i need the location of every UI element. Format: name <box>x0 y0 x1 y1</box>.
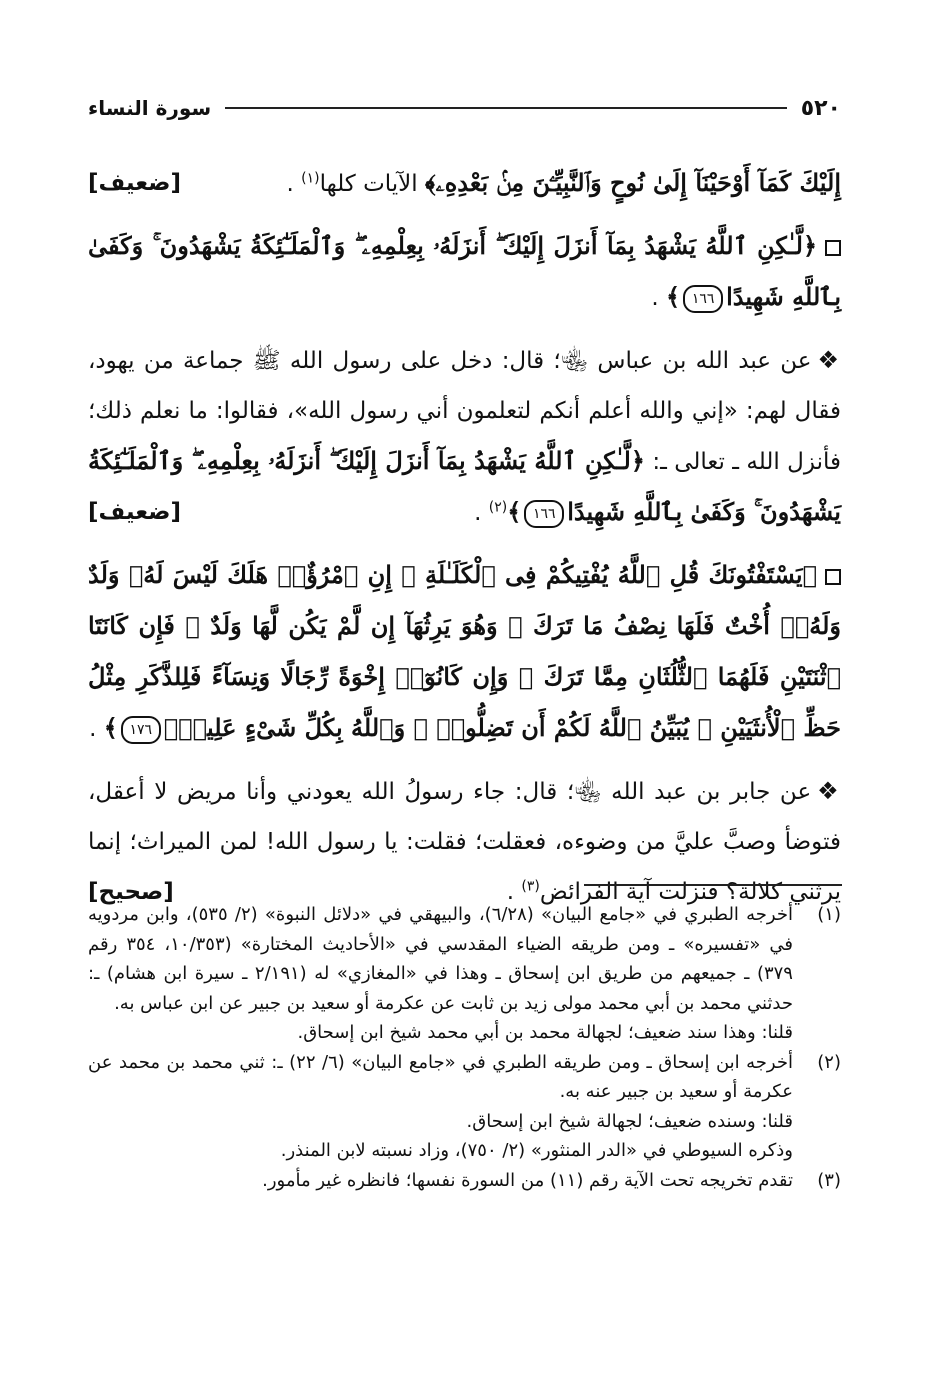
main-text <box>88 158 841 929</box>
page-header <box>88 93 841 123</box>
ayah-number: ١٧٦ <box>121 716 161 744</box>
quran-open-bracket: ﴿ <box>802 560 817 589</box>
quran-verse: لَّـٰكِنِ ٱللَّهُ يَشْهَدُ بِمَآ أَنزَلَ إِلَيْكَ ۖ أَنزَلَهُۥ بِعِلْمِهِۦ ۖ وَٱلْمَلَـٰٓئِكَةُ يَشْهَدُونَ ۚ وَكَفَىٰ بِٱللَّهِ شَهِيدًا <box>88 231 841 311</box>
paragraph-1 <box>88 158 841 209</box>
quran-verse: يَسْتَفْتُونَكَ قُلِ ٱللَّهُ يُفْتِيكُمْ فِى ٱلْكَلَـٰلَةِ ۚ إِنِ ٱمْرُؤٌا۟ هَلَكَ لَيْسَ لَهُۥ وَلَدٌ وَلَهُۥٓ أُخْتٌ فَلَهَا نِصْفُ مَا تَرَكَ ۚ وَهُوَ يَرِثُهَآ إِن لَّمْ يَكُن لَّهَا وَلَدٌ ۚ فَإِن كَانَتَا ٱثْنَتَيْنِ فَلَهُمَا ٱلثُّلُثَانِ مِمَّا تَرَكَ ۚ وَإِن كَانُوٓا۟ إِخْوَةً رِّجَالًا وَنِسَآءً فَلِلذَّكَرِ مِثْلُ حَظِّ ٱلْأُنثَيَيْنِ ۗ يُبَيِّنُ ٱللَّهُ لَكُمْ أَن تَضِلُّوا۟ ۗ وَٱللَّهُ بِكُلِّ شَىْءٍ عَلِيمٌۢ <box>88 560 841 742</box>
footnote-body <box>88 1166 793 1196</box>
footnotes <box>88 900 841 1195</box>
footnote-ref: (٣) <box>521 878 540 895</box>
full-stop: . <box>651 285 667 311</box>
square-bullet-icon <box>825 569 841 585</box>
footnote-line: تقدم تخريجه تحت الآية رقم (١١) من السورة نفسها؛ فانظره غير مأمور. <box>262 1169 793 1191</box>
grade-badge: [صحيح] <box>88 879 174 905</box>
paragraph-text: عن جابر بن عبد الله ﵄؛ قال: جاء رسولُ الله يعودني وأنا مريض لا أعقل، فتوضأ وصبَّ عليَّ من وضوءه، فعقلت؛ فقلت: يا رسول الله! لمن الميراث؛ إنما يرثني كلالة؟ فنزلت آية الفرائض <box>88 779 841 905</box>
quran-close-bracket: ﴾ <box>507 497 522 526</box>
grade-badge: [ضعيف] <box>88 499 182 525</box>
full-stop: . <box>506 879 522 905</box>
grade-badge: [ضعيف] <box>88 170 182 196</box>
surah-name: سورة النساء <box>88 96 212 120</box>
paragraph-text: الآيات كلها <box>319 171 425 197</box>
paragraph-4 <box>88 550 841 754</box>
footnote-line: قلنا: وهذا سند ضعيف؛ لجهالة محمد بن أبي محمد شيخ ابن إسحاق. <box>297 1022 793 1043</box>
footnote-separator <box>584 884 842 886</box>
footnote-number: (٢) <box>817 1051 841 1073</box>
quran-close-bracket: ﴾ <box>103 713 118 742</box>
ayah-number: ١٦٦ <box>683 285 723 313</box>
ayah-number: ١٦٦ <box>524 500 564 528</box>
footnote-line: وذكره السيوطي في «الدر المنثور» (٢/ ٧٥٠)، وزاد نسبته لابن المنذر. <box>280 1140 793 1161</box>
full-stop: . <box>89 716 104 742</box>
footnote-line: قلنا: وسنده ضعيف؛ لجهالة شيخ ابن إسحاق. <box>466 1110 793 1132</box>
quran-verse: إِلَيْكَ كَمَآ أَوْحَيْنَآ إِلَىٰ نُوحٍ وَٱلنَّبِيِّـۧنَ مِنۢ بَعْدِهِۦ﴾ <box>424 168 841 197</box>
footnote-body <box>88 900 793 1048</box>
footnote-line: أخرجه ابن إسحاق ـ ومن طريقه الطبري في «جامع البيان» (٦/ ٢٢) ـ: ثني محمد بن محمد عن عكرمة أو سعيد بن جبير عنه به. <box>88 1051 793 1102</box>
page-number: ٥٢٠ <box>800 95 841 121</box>
footnote-1 <box>88 900 841 1048</box>
footnote-number: (٣) <box>817 1169 841 1191</box>
square-bullet-icon <box>825 240 841 256</box>
paragraph-3 <box>88 335 841 538</box>
footnote-line: أخرجه الطبري في «جامع البيان» (٦/٢٨)، والبيهقي في «دلائل النبوة» (٢/ ٥٣٥)، وابن مردويه في «تفسيره» ـ ومن طريقه الضياء المقدسي في «الأحاديث المختارة» (١٠/٣٥٣، ٣٥٤ رقم ٣٧٩) ـ جميعهم من طريق ابن إسحاق ـ وهذا في «المغازي» له (٢/١٩١ ـ سيرة ابن هشام) ـ: حدثني محمد بن أبي محمد مولى زيد بن ثابت عن عكرمة أو سعيد بن جبير عن ابن عباس به. <box>88 904 794 1014</box>
quran-verse: ﴿لَّـٰكِنِ ٱللَّهُ يَشْهَدُ بِمَآ أَنزَلَ إِلَيْكَ ۖ أَنزَلَهُۥ بِعِلْمِهِۦ ۖ وَٱلْمَلَـٰٓئِكَةُ يَشْهَدُونَ ۚ وَكَفَىٰ بِٱللَّهِ شَهِيدًا <box>88 446 841 526</box>
footnote-body <box>88 1048 793 1166</box>
footnote-3 <box>88 1166 841 1196</box>
full-stop: . <box>286 171 302 197</box>
paragraph-5 <box>88 766 841 917</box>
footnote-ref: (٢) <box>488 499 508 516</box>
quran-open-bracket: ﴿ <box>802 231 817 260</box>
paragraph-2 <box>88 221 841 323</box>
paragraph-text: عن عبد الله بن عباس ﵄؛ قال: دخل على رسول الله ﷺ جماعة من يهود، فقال لهم: «إني والله أعلم أنكم لتعلمون أني رسول الله»، فقالوا: ما نعلم ذلك؛ فأنزل الله ـ تعالى ـ: <box>88 348 841 475</box>
footnote-2 <box>88 1048 841 1166</box>
footnote-ref: (١) <box>301 170 320 187</box>
header-rule <box>225 107 787 109</box>
star-bullet-icon: ❖ <box>817 777 841 805</box>
quran-close-bracket: ﴾ <box>666 282 681 311</box>
full-stop: . <box>474 500 489 526</box>
footnote-number: (١) <box>817 904 841 925</box>
star-bullet-icon: ❖ <box>817 346 842 374</box>
